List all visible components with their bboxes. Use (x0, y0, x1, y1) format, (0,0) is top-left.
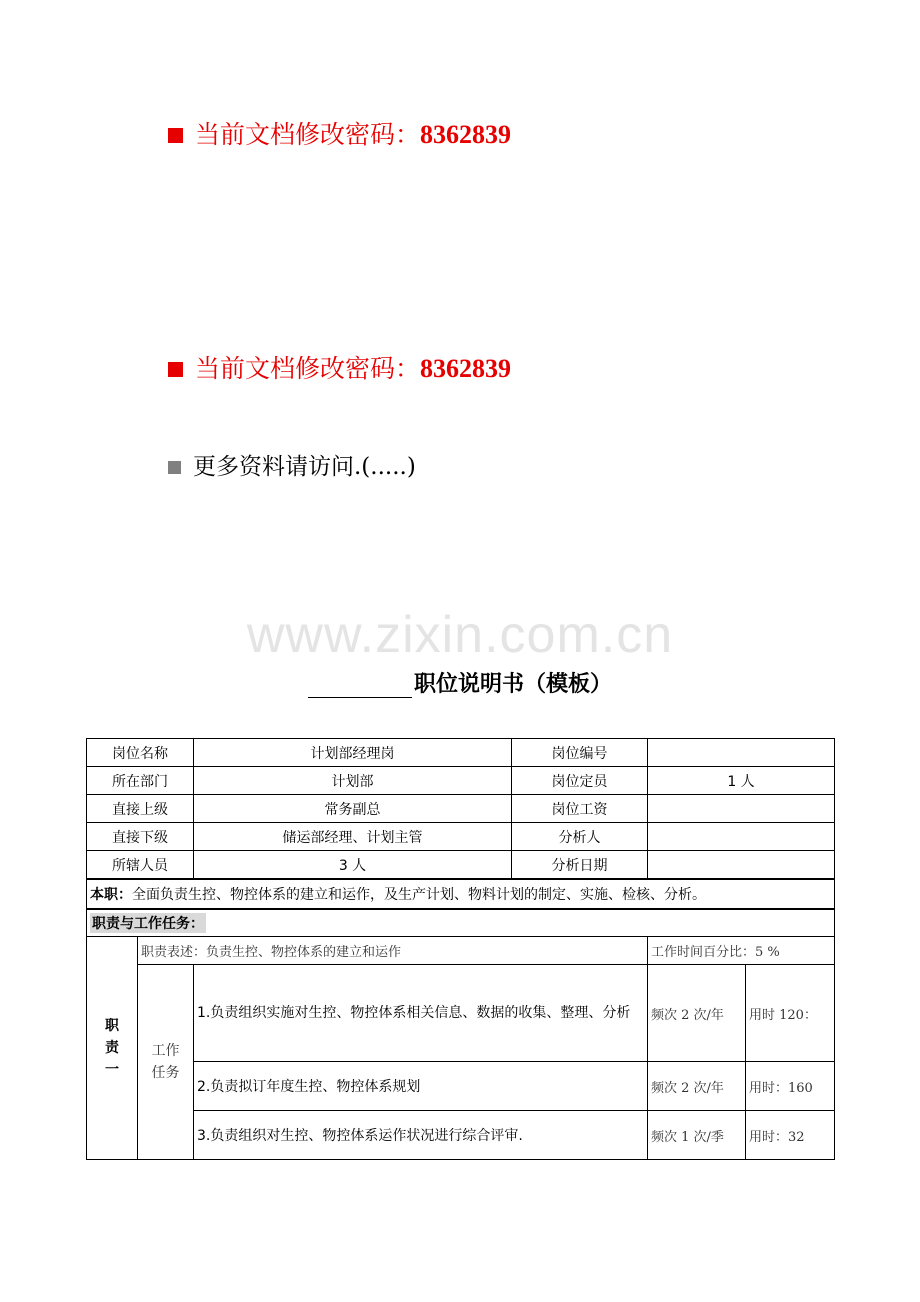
info-value (648, 823, 835, 851)
info-label: 岗位工资 (512, 795, 648, 823)
password-notice-2 (168, 354, 511, 384)
task-row (87, 965, 835, 1062)
info-row (87, 739, 835, 767)
info-value: 1 人 (648, 767, 835, 795)
info-value: 常务副总 (194, 795, 512, 823)
info-label: 分析人 (512, 823, 648, 851)
duty-description: 职责表述：负责生控、物控体系的建立和运作 (138, 937, 648, 965)
red-square-bullet-icon (168, 128, 183, 143)
info-value: 计划部 (194, 767, 512, 795)
info-label: 岗位定员 (512, 767, 648, 795)
password-code: 8362839 (420, 120, 512, 149)
task-hours: 用时：32 (746, 1111, 835, 1160)
task-frequency: 频次 2 次/年 (648, 1062, 746, 1111)
task-row (87, 1111, 835, 1160)
info-label: 直接上级 (87, 795, 194, 823)
info-label: 岗位名称 (87, 739, 194, 767)
info-row (87, 767, 835, 795)
password-code: 8362839 (420, 354, 512, 383)
info-label: 所辖人员 (87, 851, 194, 880)
task-text: 3.负责组织对生控、物控体系运作状况进行综合评审. (194, 1111, 648, 1160)
grey-square-bullet-icon (168, 461, 181, 474)
task-text: 2.负责拟订年度生控、物控体系规划 (194, 1062, 648, 1111)
info-row (87, 795, 835, 823)
job-description-table (86, 738, 835, 1160)
info-label: 分析日期 (512, 851, 648, 880)
task-hours: 用时：160 (746, 1062, 835, 1111)
duty-description-row (87, 937, 835, 965)
info-value: 储运部经理、计划主管 (194, 823, 512, 851)
duties-header-row (87, 909, 835, 937)
info-row (87, 823, 835, 851)
more-info-text: 更多资料请访问.(.....) (193, 454, 416, 480)
task-row (87, 1062, 835, 1111)
password-notice-text: 当前文档修改密码： (195, 120, 421, 149)
info-value (648, 851, 835, 880)
duty-one-label: 职 责 一 (87, 937, 138, 1160)
red-square-bullet-icon (168, 362, 183, 377)
info-row (87, 851, 835, 880)
password-notice-text: 当前文档修改密码： (195, 354, 421, 383)
info-label: 所在部门 (87, 767, 194, 795)
info-label: 岗位编号 (512, 739, 648, 767)
core-duty-row (87, 879, 835, 909)
document-title (0, 667, 920, 698)
duties-header: 职责与工作任务： (90, 913, 206, 933)
info-label: 直接下级 (87, 823, 194, 851)
info-value: 计划部经理岗 (194, 739, 512, 767)
info-value (648, 795, 835, 823)
watermark: www.zixin.com.cn (246, 606, 674, 664)
task-text: 1.负责组织实施对生控、物控体系相关信息、数据的收集、整理、分析 (197, 1005, 631, 1021)
info-value (648, 739, 835, 767)
info-value: 3 人 (194, 851, 512, 880)
title-text: 职位说明书（模板） (413, 672, 612, 697)
password-notice-1 (168, 120, 511, 150)
work-task-label: 工作 任务 (138, 965, 194, 1160)
task-hours: 用时 120： (746, 965, 835, 1062)
task-frequency: 频次 1 次/季 (648, 1111, 746, 1160)
core-duty-label: 本职： (90, 887, 132, 903)
title-blank-line (308, 675, 412, 698)
task-frequency: 频次 2 次/年 (648, 965, 746, 1062)
duty-time-percentage: 工作时间百分比：5 % (648, 937, 835, 965)
core-duty-text: 全面负责生控、物控体系的建立和运作，及生产计划、物料计划的制定、实施、检核、分析。 (132, 887, 706, 903)
more-info-notice (168, 452, 416, 482)
